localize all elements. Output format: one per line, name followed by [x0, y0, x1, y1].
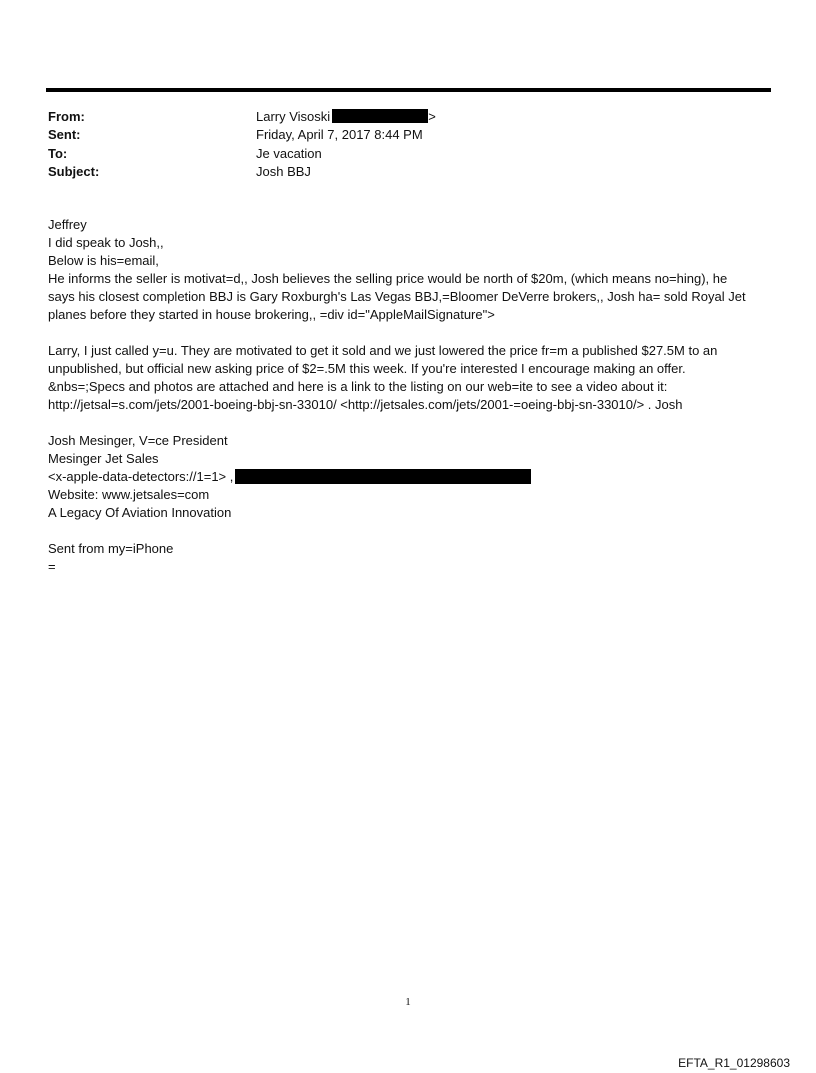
subject-label: Subject:	[48, 164, 100, 180]
sent-from-line: Sent from my=iPhone	[48, 541, 174, 556]
detector-text: <x-apple-data-detectors://1=1> ,	[48, 469, 234, 484]
body-line: &nbs=;Specs and photos are attached and here is a link to the listing on our web=ite to see a video about it:	[48, 379, 668, 394]
from-row	[48, 107, 748, 126]
body-line: Below is his=email,	[48, 253, 159, 268]
body-line: He informs the seller is motivat=d,, Josh believes the selling price would be north of $20m, (which means no=hing), he	[48, 271, 728, 286]
to-value: Je vacation	[256, 145, 322, 161]
redaction-box	[332, 109, 428, 123]
blank-line	[48, 414, 760, 432]
trailing-equals: =	[48, 559, 56, 574]
subject-row	[48, 163, 748, 182]
detector-line	[48, 468, 760, 486]
from-tail: >	[428, 108, 436, 124]
body-line: Jeffrey	[48, 217, 87, 232]
body-line: planes before they started in house brokering,, =div id="AppleMailSignature">	[48, 307, 495, 322]
page-number: 1	[405, 996, 411, 1008]
body-line: says his closest completion BBJ is Gary Roxburgh's Las Vegas BBJ,=Bloomer DeVerre brokers,, Josh ha= sold Royal Jet	[48, 289, 746, 304]
signature-tagline: A Legacy Of Aviation Innovation	[48, 505, 232, 520]
sent-value: Friday, April 7, 2017 8:44 PM	[256, 127, 423, 143]
signature-name: Josh Mesinger, V=ce President	[48, 433, 228, 448]
document-id: EFTA_R1_01298603	[678, 1056, 790, 1070]
body-line: I did speak to Josh,,	[48, 235, 164, 250]
signature-website: Website: www.jetsales=com	[48, 487, 210, 502]
sent-row	[48, 126, 748, 145]
from-name: Larry Visoski	[256, 108, 331, 124]
to-row	[48, 144, 748, 163]
sent-label: Sent:	[48, 127, 81, 143]
email-body	[48, 216, 760, 576]
header-rule	[46, 88, 771, 92]
email-header	[48, 107, 748, 181]
redaction-box	[235, 469, 531, 484]
signature-company: Mesinger Jet Sales	[48, 451, 159, 466]
blank-line	[48, 522, 760, 540]
from-value	[256, 109, 436, 124]
body-line: http://jetsal=s.com/jets/2001-boeing-bbj-sn-33010/ <http://jetsales.com/jets/2001-=oeing-bbj-sn-33010/> . Josh	[48, 397, 683, 412]
subject-value: Josh BBJ	[256, 164, 311, 180]
to-label: To:	[48, 145, 68, 161]
blank-line	[48, 324, 760, 342]
body-line: unpublished, but official new asking price of $2=.5M this week. If you're interested I encourage making an offer.	[48, 361, 686, 376]
body-line: Larry, I just called y=u. They are motivated to get it sold and we just lowered the price fr=m a published $27.5M to an	[48, 343, 718, 358]
from-label: From:	[48, 108, 85, 124]
